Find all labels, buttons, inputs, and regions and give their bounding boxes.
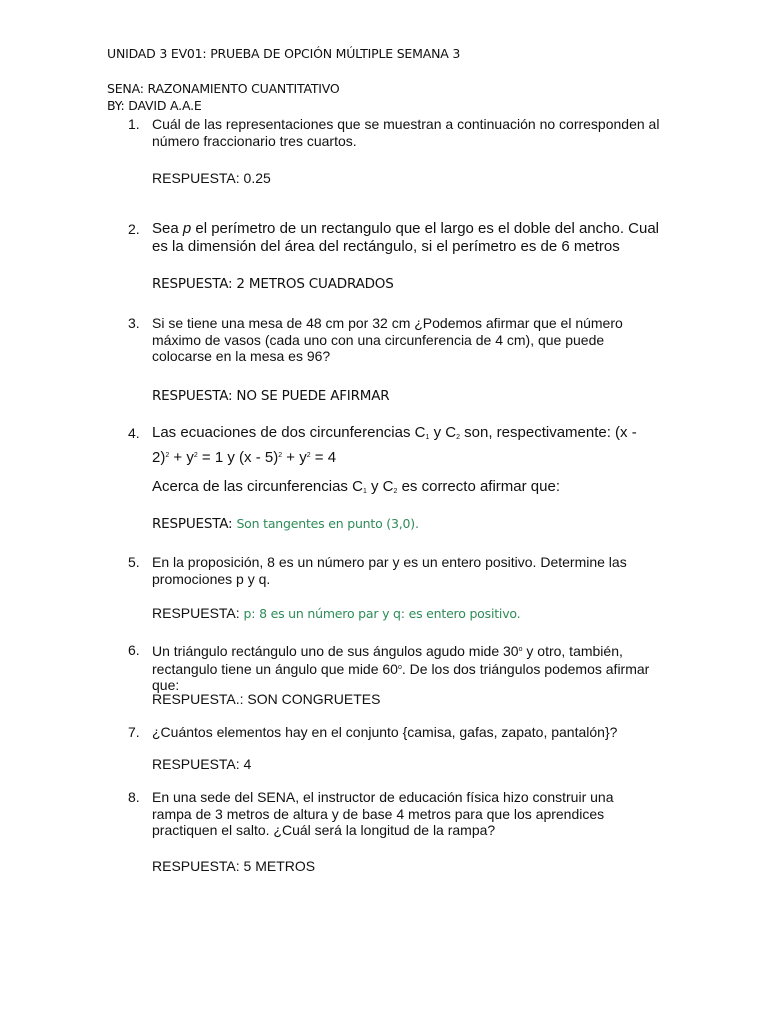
question-text: Cuál de las representaciones que se muestran a continuación no corresponden al número fraccionario tres cuartos.: [152, 116, 660, 149]
answer-text: RESPUESTA.: SON CONGRUETES: [152, 691, 381, 707]
question-number: 1.: [128, 116, 140, 132]
answer-value: Son tangentes en punto (3,0).: [236, 516, 419, 531]
question-text: Si se tiene una mesa de 48 cm por 32 cm ¿Podemos afirmar que el número máximo de vasos (cada uno con una circunferencia de 4 cm), que puede colocarse en la mesa es 96?: [152, 315, 623, 364]
answer-value: p: 8 es un número par y q: es entero positivo.: [243, 606, 521, 621]
answer-text: RESPUESTA: 0.25: [152, 170, 271, 186]
course-name: SENA: RAZONAMIENTO CUANTITATIVO: [107, 81, 340, 96]
question-text: En una sede del SENA, el instructor de educación física hizo construir una rampa de 3 metros de altura y de base 4 metros para que los aprendices practiquen el salto. ¿Cuál será la longitud de la rampa?: [152, 789, 614, 838]
answer-text: RESPUESTA: NO SE PUEDE AFIRMAR: [152, 388, 390, 404]
document-title: UNIDAD 3 EV01: PRUEBA DE OPCIÓN MÚLTIPLE SEMANA 3: [107, 46, 461, 61]
question-text: ¿Cuántos elementos hay en el conjunto {camisa, gafas, zapato, pantalón}?: [152, 724, 618, 740]
question-number: 7.: [128, 724, 140, 740]
answer-text: RESPUESTA: 2 METROS CUADRADOS: [152, 276, 394, 292]
answer-text: RESPUESTA: Son tangentes en punto (3,0).: [152, 516, 419, 532]
answer-text: RESPUESTA: 5 METROS: [152, 858, 316, 874]
question-number: 6.: [128, 642, 140, 658]
question-number: 3.: [128, 315, 140, 331]
question-prompt: Acerca de las circunferencias $C_1$ y $C_2$ es correcto afirmar que:: [152, 478, 560, 495]
question-text: Las ecuaciones de dos circunferencias $C_1$ y $C_2$ son, respectivamente: $(x - 2)^2 + y^2 = 1$ y $(x - 5)^2 + y^2 = 4$: [152, 424, 637, 466]
question-number: 5.: [128, 554, 140, 570]
question-text: Sea p el perímetro de un rectangulo que el largo es el doble del ancho. Cual es la dimensión del área del rectángulo, si el perímetro es de 6 metros: [152, 220, 660, 255]
author-line: BY: DAVID A.A.E: [107, 98, 202, 113]
question-number: 2.: [128, 221, 140, 237]
question-text: En la proposición, 8 es un número par y es un entero positivo. Determine las promociones p y q.: [152, 554, 627, 587]
question-number: 4.: [128, 425, 140, 441]
answer-text: RESPUESTA: p: 8 es un número par y q: es entero positivo.: [152, 605, 521, 621]
question-number: 8.: [128, 789, 140, 805]
question-text: Un triángulo rectángulo uno de sus ángulos agudo mide 30$^o$ y otro, también, rectangulo tiene un ángulo que mide 60$^o$. De los dos triángulos podemos afirmar que:: [152, 643, 650, 693]
answer-text: RESPUESTA: 4: [152, 756, 252, 772]
